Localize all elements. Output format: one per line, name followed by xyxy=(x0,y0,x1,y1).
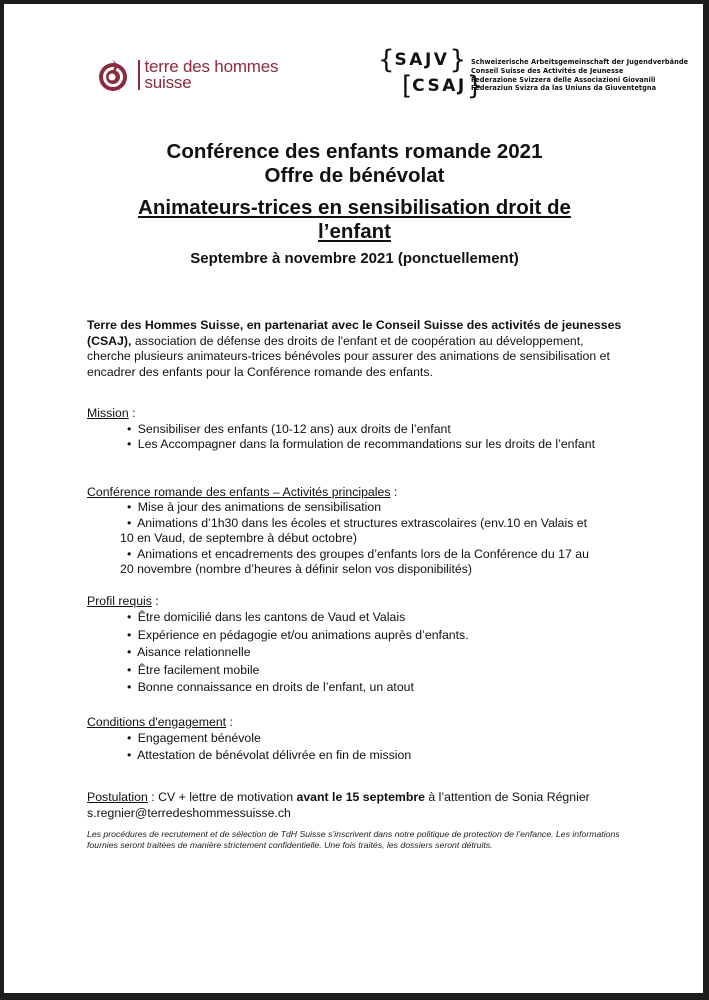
list-item xyxy=(120,679,627,697)
csaj-line-fr: Conseil Suisse des Activités de Jeunesse xyxy=(471,66,624,75)
bullet-icon: • xyxy=(127,645,132,659)
bullet-icon: • xyxy=(127,500,132,514)
document-header xyxy=(0,140,709,268)
colon: : xyxy=(151,593,159,608)
contact-email[interactable]: s.regnier@terredeshommessuisse.ch xyxy=(87,805,291,820)
bullet-icon: • xyxy=(127,610,132,624)
item-text: Être facilement mobile xyxy=(137,662,260,677)
profile-section xyxy=(87,594,627,697)
terre-des-hommes-logo xyxy=(96,58,278,92)
csaj-logo xyxy=(378,42,689,104)
list-item xyxy=(120,609,627,627)
list-item xyxy=(120,644,627,662)
list-item xyxy=(120,500,627,516)
conditions-heading: Conditions d'engagement xyxy=(87,714,227,729)
item-continuation: 20 novembre (nombre d’heures à définir selon vos disponibilités) xyxy=(120,562,473,576)
tdh-line2: suisse xyxy=(144,73,192,92)
list-item xyxy=(120,627,627,645)
item-text: Sensibiliser des enfants (10-12 ans) aux droits de l’enfant xyxy=(137,421,451,436)
mission-heading: Mission xyxy=(87,406,129,420)
item-text: Expérience en pédagogie et/ou animations auprès d’enfants. xyxy=(137,627,469,642)
bullet-icon: • xyxy=(127,437,132,451)
intro-text: association de défense des droits de l'enfant et de coopération au développement, cherche plusieurs animateurs-trices bénévoles pour assurer des animations de sensibilisation et encadrer des enfants pour la Conférence romande des enfants. xyxy=(87,333,610,379)
deadline: avant le 15 septembre xyxy=(296,790,425,804)
csaj-line-de: Schweizerische Arbeitsgemeinschaft der Jugendverbände xyxy=(471,58,689,66)
item-text: Animations et encadrements des groupes d’enfants lors de la Conférence du 17 au xyxy=(137,546,589,561)
bullet-icon: • xyxy=(127,421,132,436)
colon: : xyxy=(226,714,233,729)
mission-section xyxy=(87,406,627,453)
colon: : xyxy=(128,406,136,420)
postulation-text: : CV + lettre de motivation xyxy=(147,790,297,804)
list-item xyxy=(120,547,627,578)
csaj-line-it: Federazione Svizzera delle Associazioni Giovanili xyxy=(471,75,656,84)
bullet-icon: • xyxy=(127,546,132,561)
period-subtitle: Septembre à novembre 2021 (ponctuellement) xyxy=(190,250,519,267)
colon: : xyxy=(390,484,398,499)
privacy-disclaimer: Les procédures de recrutement et de sélection de TdH Suisse s’inscrivent dans notre politique de protection de l’enfance. Les informations fournies seront traitées de manière strictement confidentielle. Une fois traités, les dossiers seront détruits. xyxy=(87,829,620,850)
item-text: Les Accompagner dans la formulation de recommandations sur les droits de l’enfant xyxy=(137,437,596,451)
postulation-contact: à l’attention de Sonia Régnier xyxy=(425,790,590,804)
list-item xyxy=(120,422,627,438)
list-item xyxy=(120,437,627,453)
profile-heading: Profil requis xyxy=(87,593,152,608)
item-text: Être domicilié dans les cantons de Vaud et Valais xyxy=(137,610,406,624)
item-text: Bonne connaissance en droits de l’enfant, un atout xyxy=(137,680,414,694)
title-line1: Conférence des enfants romande 2021 xyxy=(166,140,543,163)
item-text: Animations d’1h30 dans les écoles et structures extrascolaires (env.10 en Valais et xyxy=(137,515,588,530)
list-item xyxy=(120,730,627,747)
list-item xyxy=(120,662,627,680)
tdh-spiral-icon xyxy=(96,58,130,92)
role-line2: l’enfant xyxy=(318,220,391,243)
activities-heading: Conférence romande des enfants – Activités principales xyxy=(87,484,391,499)
csaj-line-rm: Federaziun Svizra da las Uniuns da Giuventetgna xyxy=(471,84,657,93)
activities-section xyxy=(87,485,627,578)
csaj-text: CSAJ xyxy=(412,76,467,96)
role-line1: Animateurs-trices en sensibilisation droit de xyxy=(138,196,571,219)
logo-divider xyxy=(138,60,140,90)
postulation-heading: Postulation xyxy=(87,790,148,804)
item-text: Engagement bénévole xyxy=(137,731,261,745)
intro-bold: Terre des Hommes Suisse, en partenariat avec le Conseil Suisse des activités de jeunesses (CSAJ), xyxy=(87,318,622,348)
role-title xyxy=(0,196,709,244)
bullet-icon: • xyxy=(127,662,132,677)
list-item xyxy=(120,516,627,547)
document-body xyxy=(87,318,627,851)
tdh-line1: terre des hommes xyxy=(144,57,279,76)
item-text: Attestation de bénévolat délivrée en fin de mission xyxy=(137,748,412,762)
csaj-org-names xyxy=(471,58,688,93)
item-continuation: 10 en Vaud, de septembre à début octobre) xyxy=(120,531,357,545)
bullet-icon: • xyxy=(127,515,132,530)
conditions-section xyxy=(87,715,627,765)
postulation-section xyxy=(87,790,627,821)
item-text: Mise à jour des animations de sensibilisation xyxy=(137,500,382,514)
sajv-text: SAJV xyxy=(394,50,450,70)
list-item xyxy=(120,747,627,764)
sajv-box: {SAJV} xyxy=(378,45,466,75)
intro-paragraph xyxy=(87,318,627,380)
title-line2: Offre de bénévolat xyxy=(264,164,445,187)
csaj-box: [CSAJ} xyxy=(402,71,484,101)
bullet-icon: • xyxy=(127,731,132,745)
bullet-icon: • xyxy=(127,680,132,694)
bullet-icon: • xyxy=(127,627,132,642)
bullet-icon: • xyxy=(127,748,132,762)
page-title xyxy=(0,140,709,188)
tdh-wordmark xyxy=(145,59,279,91)
item-text: Aisance relationnelle xyxy=(137,645,251,659)
